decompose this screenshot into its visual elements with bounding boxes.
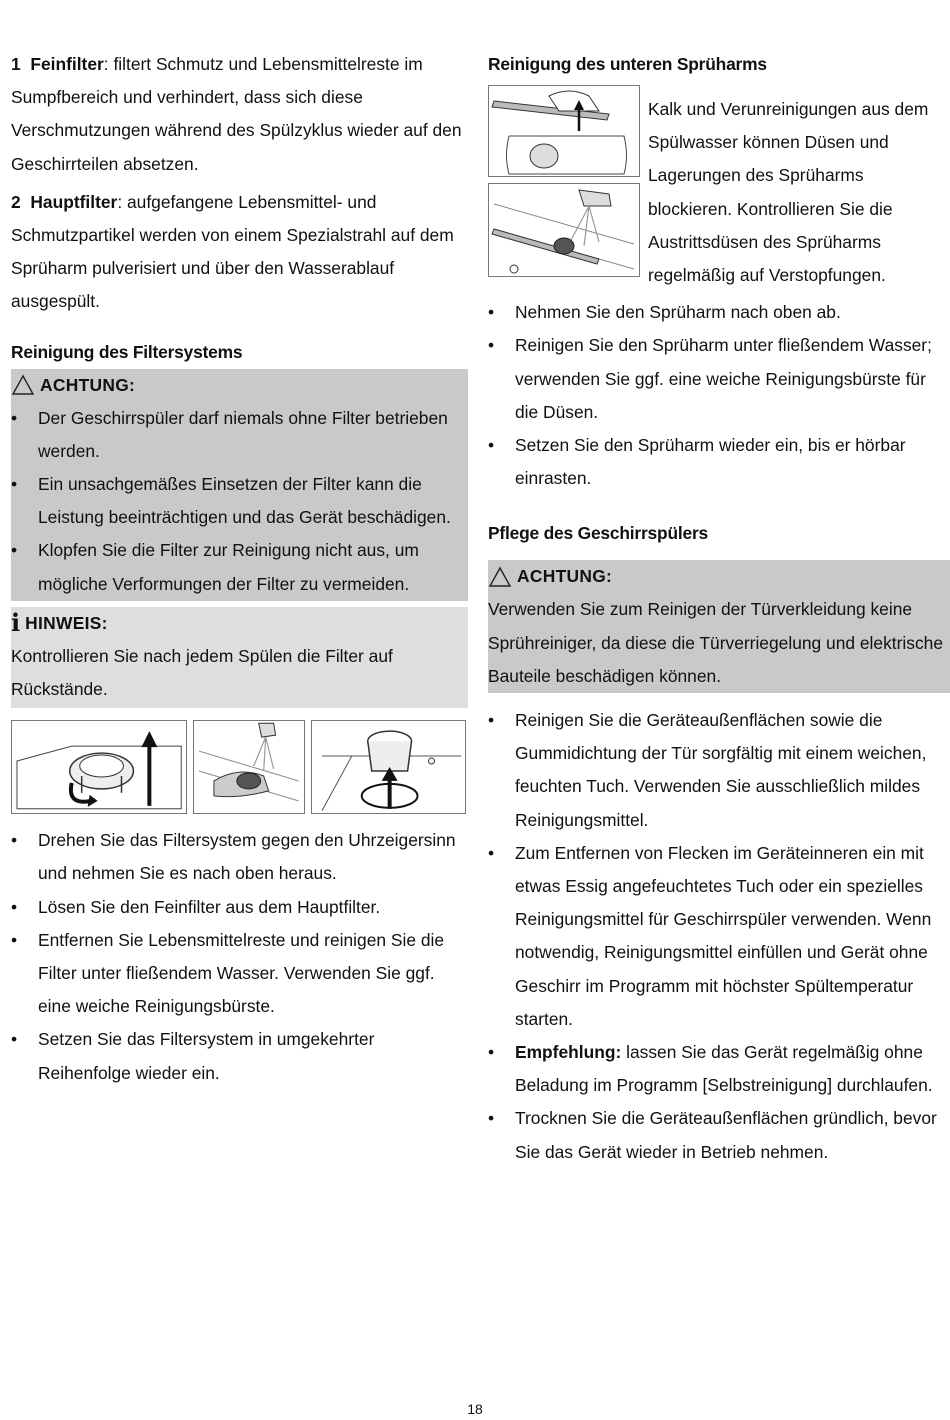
filter-insert-figure	[311, 720, 466, 814]
care-step: • Zum Entfernen von Flecken im Geräteinneren ein mit etwas Essig angefeuchtetes Tuch oder ein spezielles Reinigungsmittel für Geschirrspüler verwenden. Wenn notwendig, Reinigungsmittel einfüllen und Gerät ohne Geschirr im Programm mit höchster Spültemperatur starten.	[488, 842, 932, 1029]
filter-step: • Setzen Sie das Filtersystem in umgekehrter Reihenfolge wieder ein.	[11, 1029, 375, 1083]
note-title: i HINWEIS:	[11, 608, 108, 638]
care-warning-text: Verwenden Sie zum Reinigen der Türverkleidung keine Sprühreiniger, da diese die Türverriegelung und elektrische Bauteile beschädigen können.	[488, 599, 944, 686]
care-step: • Empfehlung: lassen Sie das Gerät regelmäßig ohne Beladung im Programm [Selbstreinigung] durchlaufen.	[488, 1042, 933, 1096]
filter-step: • Entfernen Sie Lebensmittelreste und reinigen Sie die Filter unter fließendem Wasser. Verwenden Sie ggf. eine weiche Reinigungsbürste.	[11, 929, 445, 1017]
filter-figures	[11, 720, 466, 814]
filter-item-fine: 1 Feinfilter: filtert Schmutz und Lebensmittelreste im Sumpfbereich und verhindert, dass sich diese Verschmutzungen während des Spülzyklus wieder auf den Geschirrteilen absetzen.	[11, 54, 462, 174]
info-icon: i	[11, 608, 21, 638]
spray-step: • Setzen Sie den Sprüharm wieder ein, bis er hörbar einrasten.	[488, 435, 906, 489]
warning-box	[11, 369, 468, 601]
page-number: 18	[467, 1401, 483, 1417]
warning-triangle-icon	[488, 566, 512, 588]
note-box	[11, 607, 468, 708]
warning-item: • Klopfen Sie die Filter zur Reinigung nicht aus, um mögliche Verformungen der Filter zu vermeiden.	[11, 540, 419, 594]
filter-item-main: 2 Hauptfilter: aufgefangene Lebensmittel- und Schmutzpartikel werden von einem Spezialstrahl auf dem Sprüharm pulverisiert und über den Wasserablauf ausgespült.	[11, 191, 454, 312]
spray-step: • Nehmen Sie den Sprüharm nach oben ab.	[488, 302, 841, 323]
care-step: • Reinigen Sie die Geräteaußenflächen sowie die Gummidichtung der Tür sorgfältig mit einem weichen, feuchten Tuch. Verwenden Sie ausschließlich mildes Reinigungsmittel.	[488, 710, 927, 830]
care-section-heading: Pflege des Geschirrspülers	[488, 523, 709, 544]
filter-remove-figure	[11, 720, 187, 814]
filter-section-heading: Reinigung des Filtersystems	[11, 341, 243, 362]
warning-title: ACHTUNG:	[11, 369, 468, 402]
spray-block	[488, 81, 943, 292]
warning-item: • Der Geschirrspüler darf niemals ohne Filter betrieben werden.	[11, 407, 448, 461]
care-step: • Trocknen Sie die Geräteaußenflächen gründlich, bevor Sie das Gerät wieder in Betrieb nehmen.	[488, 1108, 937, 1162]
spray-arm-remove-figure	[488, 85, 640, 177]
filter-rinse-figure	[193, 720, 305, 814]
spray-figures	[488, 81, 638, 292]
filter-step: • Drehen Sie das Filtersystem gegen den Uhrzeigersinn und nehmen Sie es nach oben heraus.	[11, 830, 456, 884]
spray-step: • Reinigen Sie den Sprüharm unter fließendem Wasser; verwenden Sie ggf. eine weiche Reinigungsbürste für die Düsen.	[488, 335, 932, 422]
warning-item: • Ein unsachgemäßes Einsetzen der Filter kann die Leistung beeinträchtigen und das Gerät beschädigen.	[11, 474, 451, 528]
left-column	[11, 48, 466, 1090]
warning-triangle-icon	[11, 374, 35, 396]
care-warning-box	[488, 560, 950, 693]
spray-arm-rinse-figure	[488, 183, 640, 277]
filter-step: • Lösen Sie den Feinfilter aus dem Hauptfilter.	[11, 896, 381, 917]
spray-section-heading: Reinigung des unteren Sprüharms	[488, 54, 767, 74]
note-text: Kontrollieren Sie nach jedem Spülen die Filter auf Rückstände.	[11, 645, 393, 700]
right-column	[488, 48, 943, 1169]
care-warning-title: ACHTUNG:	[488, 560, 950, 593]
spray-description: Kalk und Verunreinigungen aus dem Spülwasser können Düsen und Lagerungen des Sprüharms blockieren. Kontrollieren Sie die Austrittsdüsen des Sprüharms regelmäßig auf Verstopfungen.	[648, 99, 929, 286]
